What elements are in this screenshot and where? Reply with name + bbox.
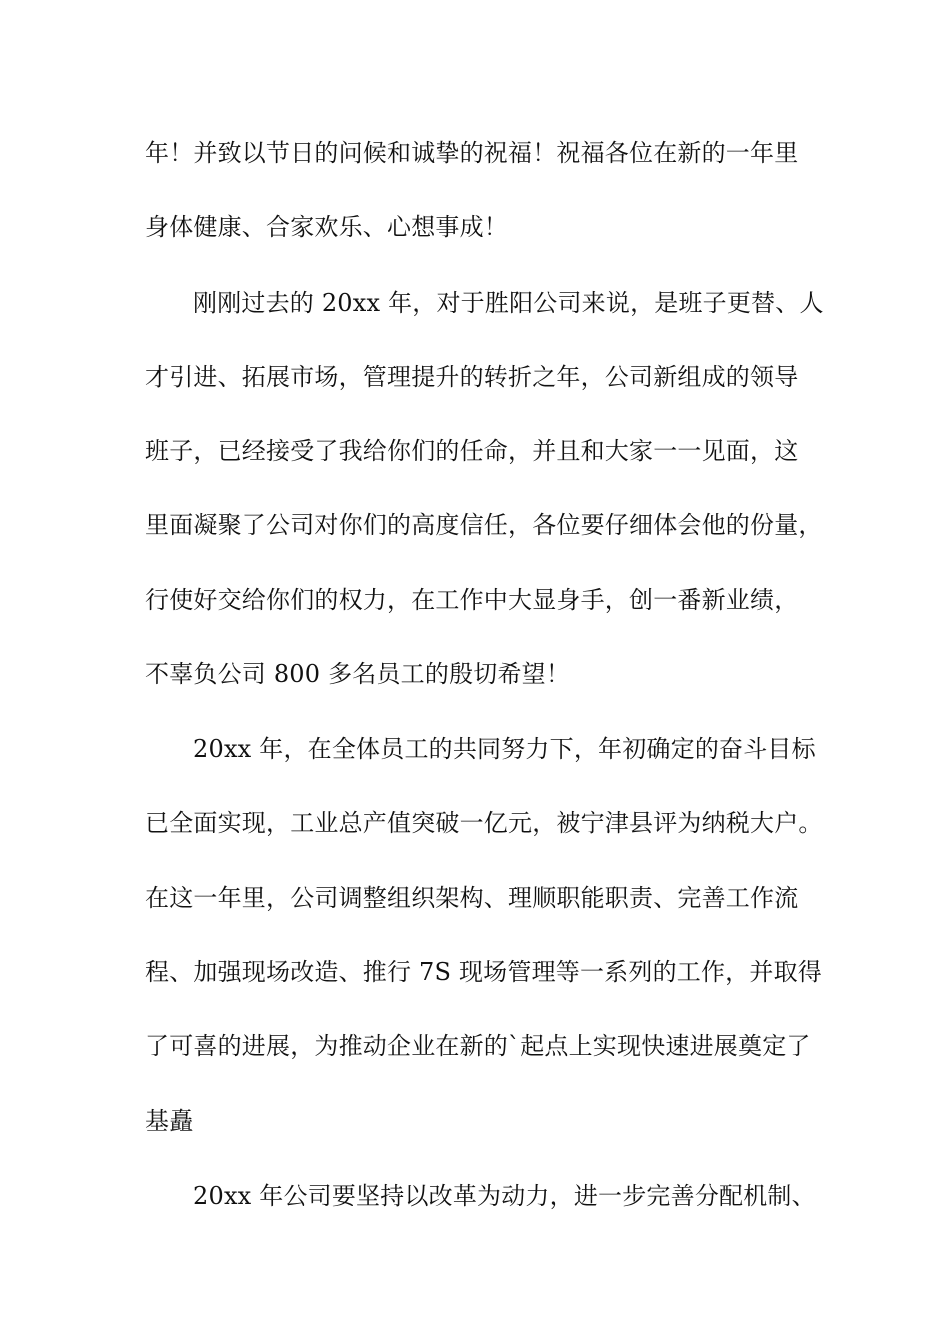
text-line: 年！并致以节日的问候和诚挚的祝福！祝福各位在新的一年里 [145, 139, 799, 167]
text-line: 程、加强现场改造、推行 7S 现场管理等一系列的工作，并取得 [145, 958, 822, 986]
text-line: 已全面实现，工业总产值突破一亿元，被宁津县评为纳税大户。 [145, 809, 823, 837]
text-line: 身体健康、合家欢乐、心想事成！ [145, 213, 508, 241]
text-line: 了可喜的进展，为推动企业在新的`起点上实现快速进展奠定了 [145, 1032, 811, 1060]
text-line: 基矗 [145, 1107, 194, 1135]
paragraph-start-line: 刚刚过去的 20xx 年，对于胜阳公司来说，是班子更替、人 [193, 289, 824, 317]
paragraph-start-line: 20xx 年，在全体员工的共同努力下，年初确定的奋斗目标 [193, 735, 816, 763]
paragraph-start-line: 20xx 年公司要坚持以改革为动力，进一步完善分配机制、 [193, 1182, 816, 1210]
text-line: 才引进、拓展市场，管理提升的转折之年，公司新组成的领导 [145, 363, 799, 391]
text-line: 行使好交给你们的权力，在工作中大显身手，创一番新业绩， [145, 586, 799, 614]
text-line: 班子，已经接受了我给你们的任命，并且和大家一一见面，这 [145, 437, 799, 465]
text-line: 里面凝聚了公司对你们的高度信任，各位要仔细体会他的份量， [145, 511, 823, 539]
text-line: 在这一年里，公司调整组织架构、理顺职能职责、完善工作流 [145, 884, 799, 912]
text-line: 不辜负公司 800 多名员工的殷切希望！ [145, 660, 571, 688]
